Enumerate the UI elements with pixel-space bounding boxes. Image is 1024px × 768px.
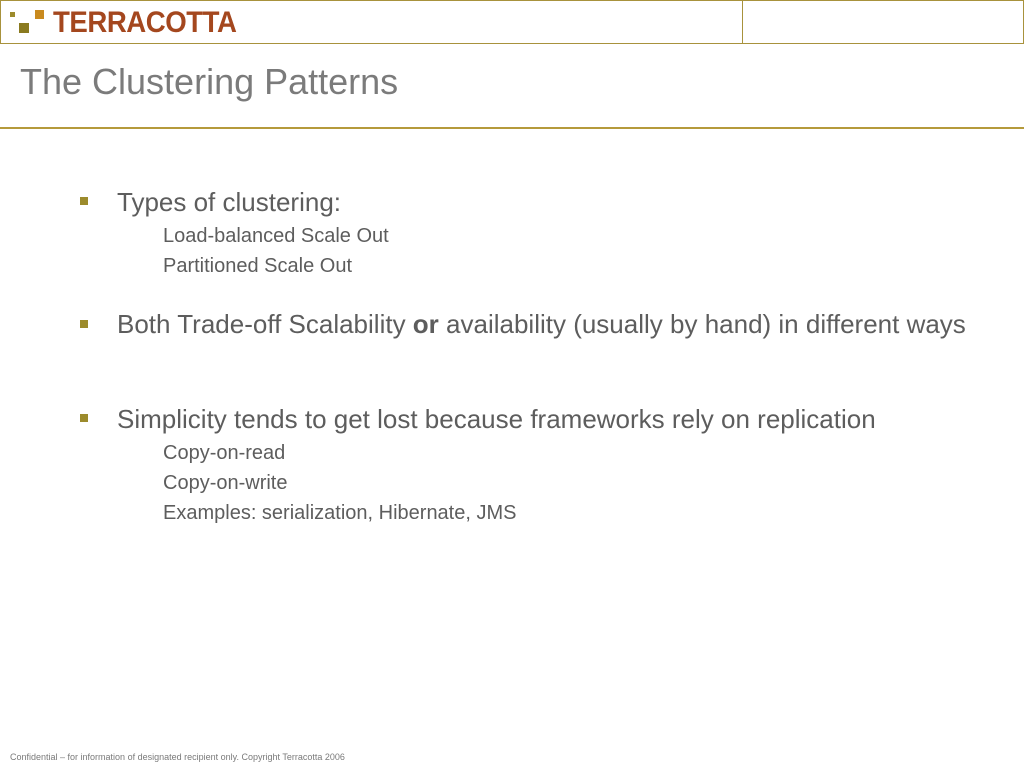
sub-bullet-item: Copy-on-read [163, 442, 286, 464]
logo-squares-icon [9, 7, 49, 39]
logo-text: TERRACOTTA [53, 6, 237, 39]
sub-bullet-item: Copy-on-write [163, 472, 288, 494]
bullet-item: Types of clustering: [117, 187, 341, 217]
bullet-text-part: Both Trade-off Scalability [117, 309, 413, 339]
bullet-marker [80, 320, 88, 328]
header-bar [0, 0, 1024, 44]
sub-bullet-item: Partitioned Scale Out [163, 255, 352, 277]
bullet-bold-word: or [412, 309, 439, 339]
bullet-item [117, 307, 977, 341]
bullet-item: Simplicity tends to get lost because frameworks rely on replication [117, 404, 876, 434]
title-rule [0, 127, 1024, 129]
sub-bullet-item: Examples: serialization, Hibernate, JMS [163, 502, 517, 524]
bullet-text-part: availability (usually by hand) in different ways [438, 309, 966, 339]
terracotta-logo [9, 7, 252, 39]
bullet-marker [80, 197, 88, 205]
bullet-marker [80, 414, 88, 422]
sub-bullet-item: Load-balanced Scale Out [163, 225, 389, 247]
slide-title: The Clustering Patterns [20, 61, 399, 102]
footer-confidential: Confidential – for information of designated recipient only. Copyright Terracotta 2006 [10, 752, 345, 762]
header-divider [742, 1, 743, 43]
